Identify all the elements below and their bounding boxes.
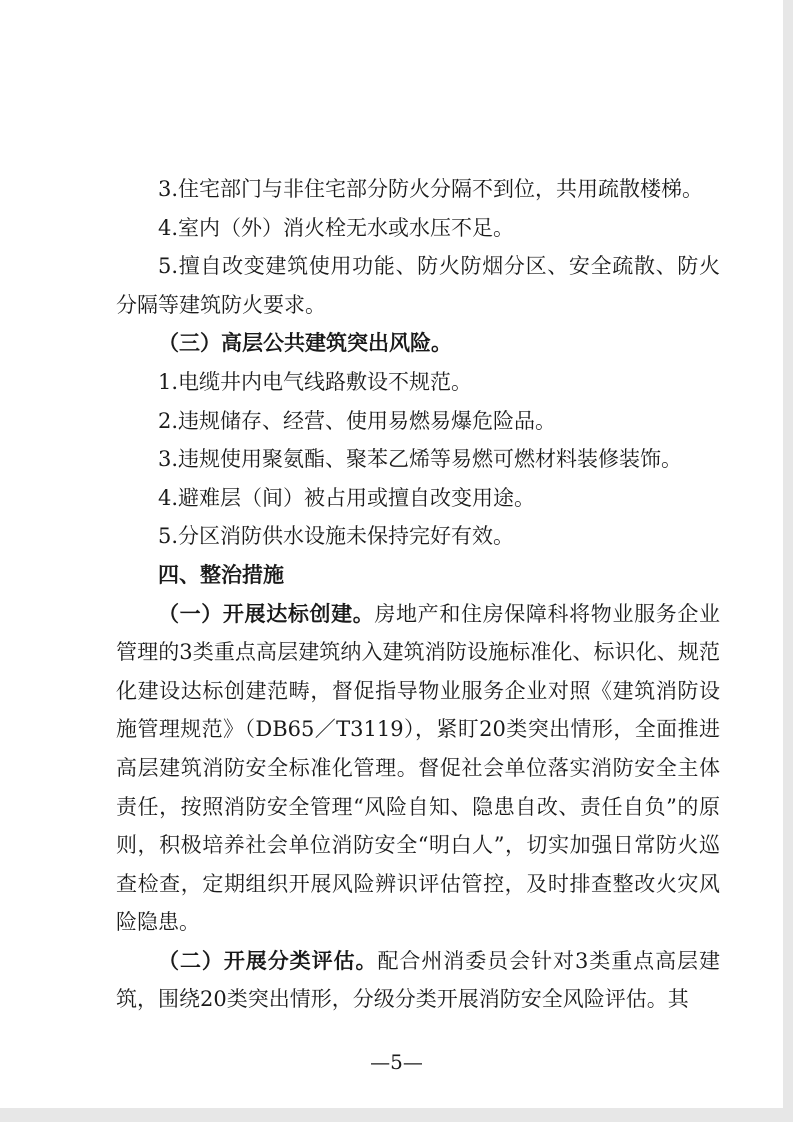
section-heading-3: （三）高层公共建筑突出风险。 bbox=[158, 331, 452, 356]
chapter-heading-4: 四、整治措施 bbox=[158, 562, 284, 587]
risk-item-5: 5.分区消防供水设施未保持完好有效。 bbox=[158, 524, 515, 549]
risk-item-1: 1.电缆井内电气线路敷设不规范。 bbox=[158, 369, 473, 394]
paragraph-item-3: 3.住宅部门与非住宅部分防火分隔不到位，共用疏散楼梯。 bbox=[158, 177, 704, 201]
measure-body-2: 配合州消委员会针对3类重点高层建筑，围绕20类突出情形，分级分类开展消防安全风险评估。其 bbox=[116, 948, 720, 1012]
paragraph-item-5: 5.擅自改变建筑使用功能、防火防烟分区、安全疏散、防火分隔等建筑防火要求。 bbox=[116, 254, 720, 317]
measure-paragraph-2 bbox=[116, 942, 720, 1019]
page-number: —5— bbox=[370, 1050, 423, 1074]
risk-item-4: 4.避难层（间）被占用或擅自改变用途。 bbox=[158, 485, 536, 510]
paragraph-item-4: 4.室内（外）消火栓无水或水压不足。 bbox=[158, 215, 515, 240]
document-body bbox=[116, 170, 720, 1019]
measure-lead-1: （一）开展达标创建。 bbox=[158, 601, 375, 626]
risk-item-2: 2.违规储存、经营、使用易燃易爆危险品。 bbox=[158, 408, 557, 433]
risk-item-3: 3.违规使用聚氨酯、聚苯乙烯等易燃可燃材料装修装饰。 bbox=[158, 447, 683, 472]
measure-lead-2: （二）开展分类评估。 bbox=[158, 948, 378, 973]
measure-body-1: 房地产和住房保障科将物业服务企业管理的3类重点高层建筑纳入建筑消防设施标准化、标识化、规范化建设达标创建范畴，督促指导物业服务企业对照《建筑消防设施管理规范》（DB65／T3119），紧盯20类突出情形，全面推进高层建筑消防安全标准化管理。督促社会单位落实消防安全主体责任，按照消防安全管理“风险自知、隐患自改、责任自负”的原则，积极培养社会单位消防安全“明白人”，切实加强日常防火巡查检查，定期组织开展风险辨识评估管控，及时排查整改火灾风险隐患。 bbox=[116, 601, 721, 935]
measure-paragraph-1 bbox=[116, 595, 720, 942]
